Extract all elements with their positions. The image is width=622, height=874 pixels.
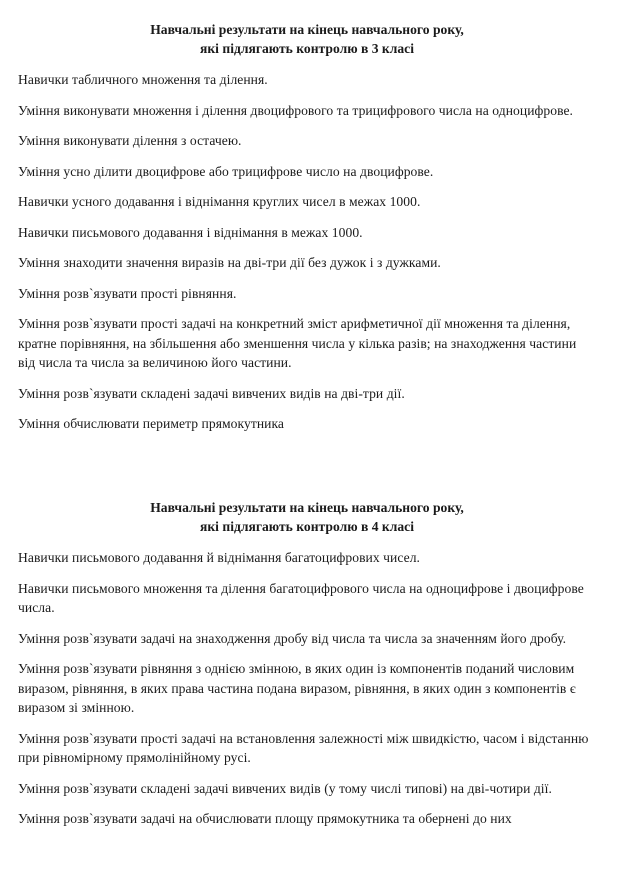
list-item: Уміння розв`язувати складені задачі вивчених видів на дві-три дії. [18,385,405,401]
list-item: Уміння розв`язувати прості задачі на конкретний зміст арифметичної дії множення та ділення, кратне порівняння, на збільшення або зменшення числа у кілька разів; на знаходження частини від числа та числа за величиною його частини. [18,316,577,370]
list-item: Уміння розв`язувати складені задачі вивчених видів (у тому числі типові) на дві-чотири дії. [18,780,552,796]
section-heading-grade-3 [18,20,596,58]
list-item: Навички письмового додавання й віднімання багатоцифрових чисел. [18,550,421,565]
list-item: Уміння розв`язувати задачі на обчислювати площу прямокутника та обернені до них [18,811,512,826]
heading-line-2: які підлягають контролю в 3 класі [200,41,414,56]
list-item: Уміння усно ділити двоцифрове або трицифрове число на двоцифрове. [18,163,434,179]
list-item: Уміння розв`язувати прості задачі на встановлення залежності між швидкістю, часом і відстанню при рівномірному прямолінійному русі. [18,730,589,765]
list-item: Уміння обчислювати периметр прямокутника [18,416,284,431]
list-item: Уміння виконувати ділення з остачею. [18,133,242,148]
heading-line-2: які підлягають контролю в 4 класі [200,519,414,534]
list-item: Навички усного додавання і віднімання круглих чисел в межах 1000. [18,194,421,209]
list-item: Навички табличного множення та ділення. [18,72,268,87]
heading-line-1: Навчальні результати на кінець навчального року, [150,500,464,515]
list-item: Уміння розв`язувати прості рівняння. [18,285,237,301]
list-item: Навички письмового множення та ділення багатоцифрового числа на одноцифрове і двоцифрове числа. [18,580,584,615]
list-item: Уміння розв`язувати задачі на знаходження дробу від числа та числа за значенням його дробу. [18,630,567,646]
list-item: Уміння розв`язувати рівняння з однією змінною, в яких один із компонентів поданий числовим виразом, рівняння, в яких права частина подана виразом, рівняння, в яких один з компонентів є виразом зі змінною. [18,661,576,715]
section-grade-4 [18,498,596,840]
list-item: Навички письмового додавання і віднімання в межах 1000. [18,224,363,240]
list-item: Уміння знаходити значення виразів на дві-три дії без дужок і з дужками. [18,255,441,270]
section-heading-grade-4 [18,498,596,536]
heading-line-1: Навчальні результати на кінець навчального року, [150,22,464,37]
list-item: Уміння виконувати множення і ділення двоцифрового та трицифрового числа на одноцифрове. [18,102,573,118]
section-grade-3 [18,20,596,445]
